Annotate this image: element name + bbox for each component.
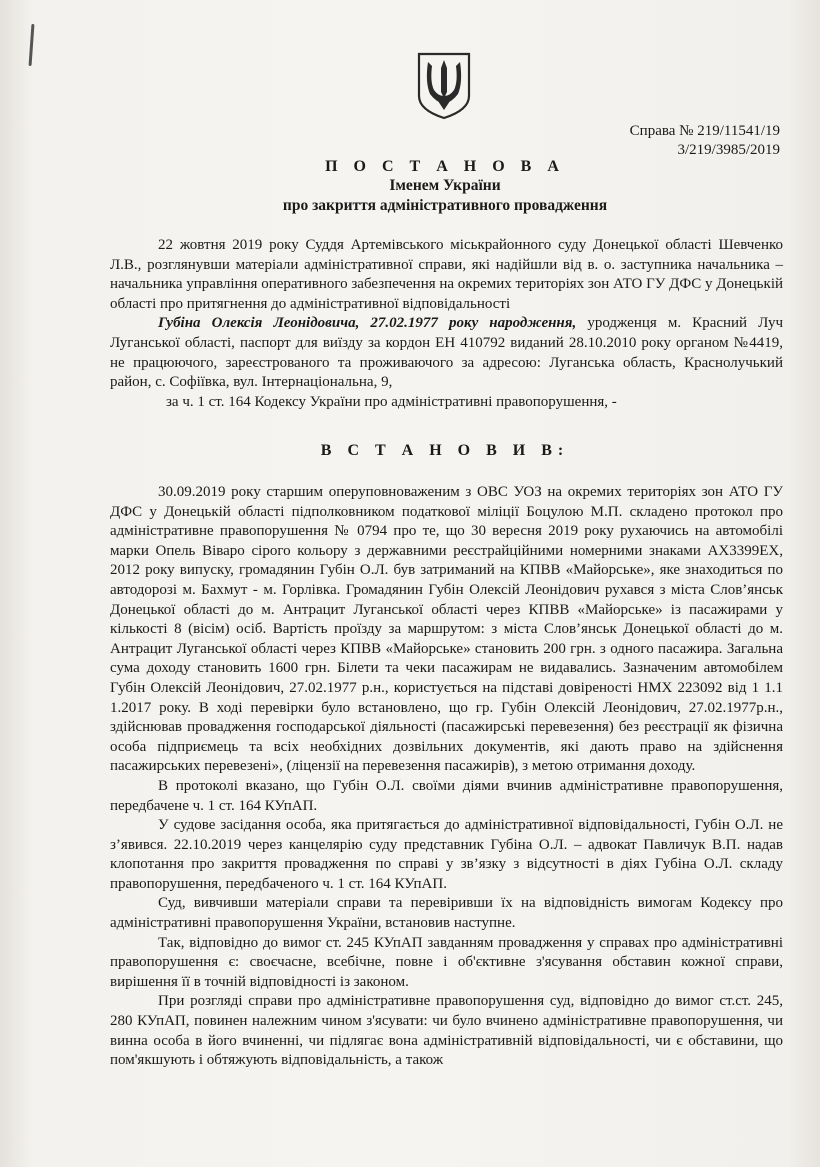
document-title-name: Іменем України	[389, 177, 501, 194]
trident-emblem-icon	[416, 52, 472, 120]
person-name: Губіна Олексія Леонідовича, 27.02.1977 року народження,	[158, 315, 577, 332]
binder-mark	[29, 24, 35, 66]
findings-paragraph-2: В протоколі вказано, що Губін О.Л. своїми діями вчинив адміністративне правопорушення, передбачене ч. 1 ст. 164 КУпАП.	[110, 777, 783, 814]
case-number-line2: 3/219/3985/2019	[677, 142, 780, 158]
case-number-line1: Справа № 219/11541/19	[629, 123, 780, 139]
findings-paragraph-1: 30.09.2019 року старшим оперуповноваженим з ОВС УОЗ на окремих територіях зон АТО ГУ ДФС у Донецькій області підполковником податкової міліції Боцулою М.П. складено протокол про адміністративне правопорушення № 0794 про те, що 30 вересня 2019 року рухаючись на автомобілі марки Опель Віваро сірого кольору з державними реєстрайційними номерними знаками АХ3399ЕХ, 2012 року випуску, громадянин Губін О.Л. був затриманий на КПВВ «Майорське», яке знаходиться по автодорозі м. Бахмут - м. Горлівка. Громадянин Губін Олексій Леонідович рухався з міста Слов’янськ Донецької області до м. Антрацит Луганської області через КПВВ «Майорське» із пасажирами у кількості 8 (вісім) осіб. Вартість проїзду за маршрутом: з міста Слов’янськ Донецької області до м. Антрацит Луганської області через КПВВ «Майорське» становить 200 грн. з одного пасажира. Загальна сума доходу становить 1600 грн. Білети та чеки пасажирам не видавались. Зазначеним автомобілем Губін Олексій Леонідович, 27.02.1977 р.н., користується на підставі довіреності НМХ 223092 від 1 1.1 1.2017 року. В ході перевірки було встановлено, що гр. Губін Олексій Леонідович, 27.02.1977р.н., здійснював провадження господарської діяльності (пасажирські перевезення) без реєстрації як фізична особа підприємець та всіх необхідних дозвільних документів, які дають право на здійснення пасажирських перевезені», (ліцензії на перевезення пасажирів), з метою отримання доходу.	[110, 484, 783, 775]
findings-paragraph-5: Так, відповідно до вимог ст. 245 КУпАП завданням провадження у справах про адміністративні правопорушення є: своєчасне, всебічне, повне і об'єктивне з'ясування обставин кожної справи, вирішення її в точній відповідності із законом.	[110, 934, 783, 990]
case-number	[630, 122, 780, 160]
intro-section	[110, 236, 783, 412]
findings-paragraph-4: Суд, вивчивши матеріали справи та перевіривши їх на відповідність вимогам Кодексу про адміністративні правопорушення України, встановив наступне.	[110, 895, 783, 932]
findings-paragraph-3: У судове засідання особа, яка притягається до адміністративної відповідальності, Губін О.Л. не з’явився. 22.10.2019 через канцелярію суду представник Губіна О.Л. – адвокат Павличук В.П. надав клопотання про закриття провадження по справі у зв’язку з відсутності в діях Губіна О.Л. складу правопорушення, передбаченого ч. 1 ст. 164 КУпАП.	[110, 817, 783, 892]
document-title: П О С Т А Н О В А	[325, 158, 565, 175]
intro-paragraph: 22 жовтня 2019 року Суддя Артемівського міськрайонного суду Донецької області Шевченко Л.В., розглянувши матеріали адміністративної справи, які надійшли від в. о. заступника начальника – начальника управління оперативного забезпечення на окремих територіях зон АТО ГУ ДФС у Донецькій області про притягнення до адміністративної відповідальності	[110, 237, 784, 312]
person-details: уродженця м. Красний Луч Луганської області, паспорт для виїзду за кордон ЕН 410792 виданий 28.10.2010 року органом №4419, не працюючого, зареєстрованого та проживаючого за адресою: Луганська область, Краснолучький район, с. Софіївка, вул. Інтернаціональна, 9,	[110, 315, 784, 391]
findings-paragraph-6: При розгляді справи про адміністративне правопорушення суд, відповідно до вимог ст.ст. 245, 280 КУпАП, повинен належним чином з'ясувати: чи було вчинено адміністративне правопорушення, чи винна особа в його вчиненні, чи підлягає вона адміністративній відповідальності, чи є обставини, що пом'якшують і обтяжують відповідальність, а також	[110, 993, 783, 1069]
findings-section	[110, 483, 783, 1071]
section-heading: В С Т А Н О В И В:	[320, 442, 570, 459]
article-line: за ч. 1 ст. 164 Кодексу України про адміністративні правопорушення, -	[166, 393, 617, 410]
person-paragraph	[110, 314, 783, 392]
document-title-subject: про закриття адміністративного провадження	[282, 197, 608, 214]
